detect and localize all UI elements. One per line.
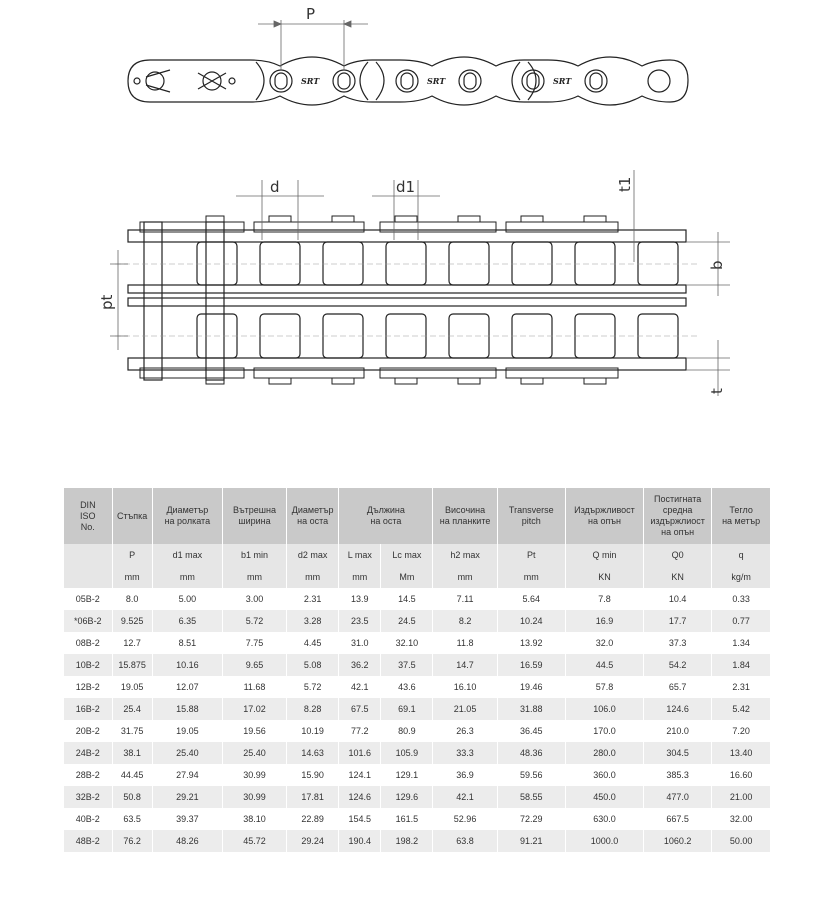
table-cell: 10.24: [497, 610, 565, 632]
table-cell: 31.88: [497, 698, 565, 720]
table-units-row: [64, 566, 770, 588]
table-cell: 30.99: [222, 786, 286, 808]
dim-p-label: P: [306, 5, 316, 23]
table-cell: *06B-2: [64, 610, 112, 632]
table-cell: 5.72: [222, 610, 286, 632]
table-cell: 52.96: [433, 808, 497, 830]
table-cell: 40B-2: [64, 808, 112, 830]
table-cell: 26.3: [433, 720, 497, 742]
table-cell: 23.5: [339, 610, 381, 632]
header-tensile-strength: Издържливост на опън: [565, 488, 643, 544]
symbol-cell: Q0: [644, 544, 712, 566]
table-cell: 8.28: [287, 698, 339, 720]
table-cell: 5.72: [287, 676, 339, 698]
table-cell: 37.5: [381, 654, 433, 676]
unit-cell: mm: [152, 566, 222, 588]
dim-d1-label: d1: [396, 178, 416, 196]
table-cell: 31.75: [112, 720, 152, 742]
table-cell: 9.65: [222, 654, 286, 676]
table-cell: 1060.2: [644, 830, 712, 852]
table-cell: 7.11: [433, 588, 497, 610]
table-cell: 38.1: [112, 742, 152, 764]
table-cell: 72.29: [497, 808, 565, 830]
dim-pt-label: pt: [98, 294, 116, 310]
brand-logo-2: SRT: [427, 76, 446, 86]
table-cell: 36.2: [339, 654, 381, 676]
table-cell: 43.6: [381, 676, 433, 698]
table-cell: 32.00: [712, 808, 770, 830]
table-cell: 48B-2: [64, 830, 112, 852]
table-cell: 5.42: [712, 698, 770, 720]
symbol-cell: d2 max: [287, 544, 339, 566]
symbol-cell: L max: [339, 544, 381, 566]
table-cell: 16.60: [712, 764, 770, 786]
table-cell: 48.36: [497, 742, 565, 764]
header-pin-diameter: Диаметър на оста: [287, 488, 339, 544]
unit-cell: KN: [565, 566, 643, 588]
table-cell: 1.34: [712, 632, 770, 654]
table-cell: 15.88: [152, 698, 222, 720]
table-cell: 19.56: [222, 720, 286, 742]
unit-cell: mm: [497, 566, 565, 588]
table-cell: 12.07: [152, 676, 222, 698]
table-cell: 4.45: [287, 632, 339, 654]
table-cell: 32.10: [381, 632, 433, 654]
table-cell: 36.9: [433, 764, 497, 786]
table-cell: 30.99: [222, 764, 286, 786]
header-roller-diameter: Диаметър на ролката: [152, 488, 222, 544]
table-cell: 42.1: [433, 786, 497, 808]
table-row: [64, 610, 770, 632]
table-cell: 14.5: [381, 588, 433, 610]
chain-spec-table: [64, 488, 770, 852]
table-cell: 10.16: [152, 654, 222, 676]
table-cell: 6.35: [152, 610, 222, 632]
table-cell: 29.24: [287, 830, 339, 852]
table-cell: 14.63: [287, 742, 339, 764]
header-din: DIN ISO No.: [64, 488, 112, 544]
table-cell: 91.21: [497, 830, 565, 852]
table-cell: 105.9: [381, 742, 433, 764]
table-cell: 10.4: [644, 588, 712, 610]
table-cell: 25.4: [112, 698, 152, 720]
table-row: [64, 830, 770, 852]
table-cell: 154.5: [339, 808, 381, 830]
brand-logo-1: SRT: [301, 76, 320, 86]
dim-t-label: t: [708, 388, 726, 394]
table-cell: 3.28: [287, 610, 339, 632]
table-cell: 80.9: [381, 720, 433, 742]
table-cell: 7.75: [222, 632, 286, 654]
table-cell: 77.2: [339, 720, 381, 742]
table-cell: 59.56: [497, 764, 565, 786]
table-cell: 170.0: [565, 720, 643, 742]
table-cell: 16B-2: [64, 698, 112, 720]
table-cell: 2.31: [287, 588, 339, 610]
table-cell: 5.00: [152, 588, 222, 610]
table-cell: 67.5: [339, 698, 381, 720]
table-cell: 15.875: [112, 654, 152, 676]
table-row: [64, 632, 770, 654]
table-cell: 5.08: [287, 654, 339, 676]
header-plate-height: Височина на планките: [433, 488, 497, 544]
table-cell: 129.1: [381, 764, 433, 786]
table-row: [64, 808, 770, 830]
header-inner-width: Вътрешна ширина: [222, 488, 286, 544]
unit-cell: kg/m: [712, 566, 770, 588]
table-cell: 50.8: [112, 786, 152, 808]
unit-cell: KN: [644, 566, 712, 588]
table-cell: 8.0: [112, 588, 152, 610]
chain-side-view: [128, 216, 686, 384]
table-cell: 0.77: [712, 610, 770, 632]
unit-cell: [64, 566, 112, 588]
table-cell: 76.2: [112, 830, 152, 852]
table-cell: 13.40: [712, 742, 770, 764]
table-cell: 2.31: [712, 676, 770, 698]
table-cell: 25.40: [152, 742, 222, 764]
unit-cell: mm: [112, 566, 152, 588]
table-cell: 7.20: [712, 720, 770, 742]
table-cell: 667.5: [644, 808, 712, 830]
table-cell: 17.81: [287, 786, 339, 808]
table-cell: 44.5: [565, 654, 643, 676]
table-body: [64, 588, 770, 852]
header-pin-length: Дължина на оста: [339, 488, 433, 544]
table-cell: 15.90: [287, 764, 339, 786]
table-cell: 3.00: [222, 588, 286, 610]
table-cell: 11.8: [433, 632, 497, 654]
table-cell: 16.10: [433, 676, 497, 698]
table-cell: 630.0: [565, 808, 643, 830]
unit-cell: mm: [339, 566, 381, 588]
table-cell: 450.0: [565, 786, 643, 808]
table-cell: 45.72: [222, 830, 286, 852]
table-cell: 124.6: [644, 698, 712, 720]
table-cell: 42.1: [339, 676, 381, 698]
table-cell: 477.0: [644, 786, 712, 808]
symbol-cell: Pt: [497, 544, 565, 566]
table-cell: 39.37: [152, 808, 222, 830]
header-transverse-pitch: Transverse pitch: [497, 488, 565, 544]
table-cell: 12B-2: [64, 676, 112, 698]
symbol-cell: [64, 544, 112, 566]
table-cell: 54.2: [644, 654, 712, 676]
table-cell: 16.9: [565, 610, 643, 632]
table-cell: 10B-2: [64, 654, 112, 676]
table-cell: 57.8: [565, 676, 643, 698]
table-cell: 106.0: [565, 698, 643, 720]
table-cell: 19.05: [112, 676, 152, 698]
table-cell: 37.3: [644, 632, 712, 654]
table-cell: 33.3: [433, 742, 497, 764]
side-view-dimensions: [110, 170, 730, 396]
table-cell: 16.59: [497, 654, 565, 676]
symbol-cell: d1 max: [152, 544, 222, 566]
table-cell: 21.00: [712, 786, 770, 808]
table-cell: 101.6: [339, 742, 381, 764]
symbol-cell: q: [712, 544, 770, 566]
table-cell: 124.6: [339, 786, 381, 808]
unit-cell: mm: [433, 566, 497, 588]
dim-d-label: d: [270, 178, 280, 196]
chain-top-view: [128, 57, 688, 105]
table-cell: 31.0: [339, 632, 381, 654]
table-cell: 36.45: [497, 720, 565, 742]
table-cell: 63.8: [433, 830, 497, 852]
table-row: [64, 654, 770, 676]
brand-logo-3: SRT: [553, 76, 572, 86]
table-cell: 14.7: [433, 654, 497, 676]
header-pitch: Стъпка: [112, 488, 152, 544]
table-row: [64, 588, 770, 610]
table-cell: 9.525: [112, 610, 152, 632]
symbol-cell: P: [112, 544, 152, 566]
table-cell: 08B-2: [64, 632, 112, 654]
table-cell: 69.1: [381, 698, 433, 720]
table-cell: 13.9: [339, 588, 381, 610]
symbol-cell: b1 min: [222, 544, 286, 566]
table-cell: 7.8: [565, 588, 643, 610]
table-cell: 28B-2: [64, 764, 112, 786]
unit-cell: mm: [287, 566, 339, 588]
table-cell: 11.68: [222, 676, 286, 698]
table-cell: 48.26: [152, 830, 222, 852]
symbol-cell: h2 max: [433, 544, 497, 566]
table-cell: 29.21: [152, 786, 222, 808]
table-row: [64, 676, 770, 698]
table-cell: 1000.0: [565, 830, 643, 852]
table-cell: 20B-2: [64, 720, 112, 742]
table-cell: 44.45: [112, 764, 152, 786]
table-cell: 190.4: [339, 830, 381, 852]
table-cell: 19.46: [497, 676, 565, 698]
table-cell: 22.89: [287, 808, 339, 830]
dim-t1-label: t1: [616, 176, 634, 192]
dim-b-label: b: [708, 260, 726, 270]
table-cell: 124.1: [339, 764, 381, 786]
table-cell: 65.7: [644, 676, 712, 698]
table-cell: 21.05: [433, 698, 497, 720]
table-cell: 32.0: [565, 632, 643, 654]
table-cell: 385.3: [644, 764, 712, 786]
table-cell: 17.02: [222, 698, 286, 720]
table-cell: 24.5: [381, 610, 433, 632]
table-cell: 360.0: [565, 764, 643, 786]
table-cell: 05B-2: [64, 588, 112, 610]
table-cell: 5.64: [497, 588, 565, 610]
table-cell: 32B-2: [64, 786, 112, 808]
table-cell: 8.51: [152, 632, 222, 654]
table-cell: 0.33: [712, 588, 770, 610]
table-cell: 10.19: [287, 720, 339, 742]
table-cell: 27.94: [152, 764, 222, 786]
table-cell: 58.55: [497, 786, 565, 808]
table-cell: 25.40: [222, 742, 286, 764]
table-cell: 304.5: [644, 742, 712, 764]
table-header-row: [64, 488, 770, 544]
table-cell: 12.7: [112, 632, 152, 654]
unit-cell: Mm: [381, 566, 433, 588]
table-cell: 161.5: [381, 808, 433, 830]
table-cell: 63.5: [112, 808, 152, 830]
table-row: [64, 698, 770, 720]
table-cell: 17.7: [644, 610, 712, 632]
header-weight-per-meter: Тегло на метър: [712, 488, 770, 544]
table-cell: 1.84: [712, 654, 770, 676]
table-row: [64, 720, 770, 742]
table-row: [64, 742, 770, 764]
header-avg-tensile-strength: Постигната средна издържлиост на опън: [644, 488, 712, 544]
table-cell: 8.2: [433, 610, 497, 632]
table-cell: 280.0: [565, 742, 643, 764]
table-symbols-row: [64, 544, 770, 566]
table-cell: 198.2: [381, 830, 433, 852]
table-cell: 13.92: [497, 632, 565, 654]
table-cell: 129.6: [381, 786, 433, 808]
table-cell: 38.10: [222, 808, 286, 830]
table-row: [64, 764, 770, 786]
table-cell: 50.00: [712, 830, 770, 852]
table-cell: 19.05: [152, 720, 222, 742]
table-cell: 24B-2: [64, 742, 112, 764]
symbol-cell: Lc max: [381, 544, 433, 566]
table-row: [64, 786, 770, 808]
unit-cell: mm: [222, 566, 286, 588]
symbol-cell: Q min: [565, 544, 643, 566]
table-cell: 210.0: [644, 720, 712, 742]
